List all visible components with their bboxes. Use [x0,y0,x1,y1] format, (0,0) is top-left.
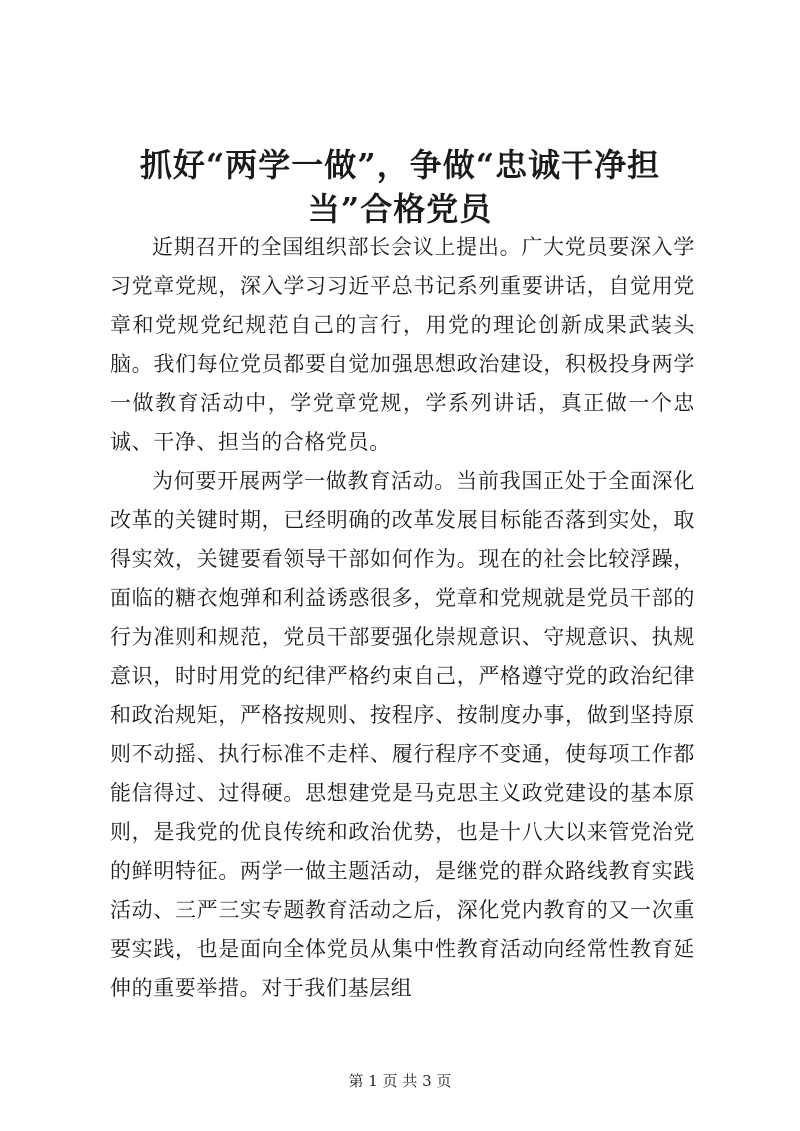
document-body [110,228,695,1008]
page-number-footer: 第 1 页 共 3 页 [348,1072,452,1090]
document-title: 抓好“两学一做”，争做“忠诚干净担当”合格党员 [139,146,661,228]
paragraph-1: 近期召开的全国组织部长会议上提出。广大党员要深入学习党章党规，深入学习习近平总书记系列重要讲话，自觉用党章和党规党纪规范自己的言行，用党的理论创新成果武装头脑。我们每位党员都要自觉加强思想政治建设，积极投身两学一做教育活动中，学党章党规，学系列讲话，真正做一个忠诚、干净、担当的合格党员。 [110,235,695,454]
paragraph-2: 为何要开展两学一做教育活动。当前我国正处于全面深化改革的关键时期，已经明确的改革发展目标能否落到实处，取得实效，关键要看领导干部如何作为。现在的社会比较浮躁，面临的糖衣炮弹和利益诱惑很多，党章和党规就是党员干部的行为准则和规范，党员干部要强化崇规意识、守规意识、执规意识，时时用党的纪律严格约束自己，严格遵守党的政治纪律和政治规矩，严格按规则、按程序、按制度办事，做到坚持原则不动摇、执行标准不走样、履行程序不变通，使每项工作都能信得过、过得硬。思想建党是马克思主义政党建设的基本原则，是我党的优良传统和政治优势，也是十八大以来管党治党的鲜明特征。两学一做主题活动，是继党的群众路线教育实践活动、三严三实专题教育活动之后，深化党内教育的又一次重要实践，也是面向全体党员从集中性教育活动向经常性教育延伸的重要举措。对于我们基层组 [110,469,695,1000]
